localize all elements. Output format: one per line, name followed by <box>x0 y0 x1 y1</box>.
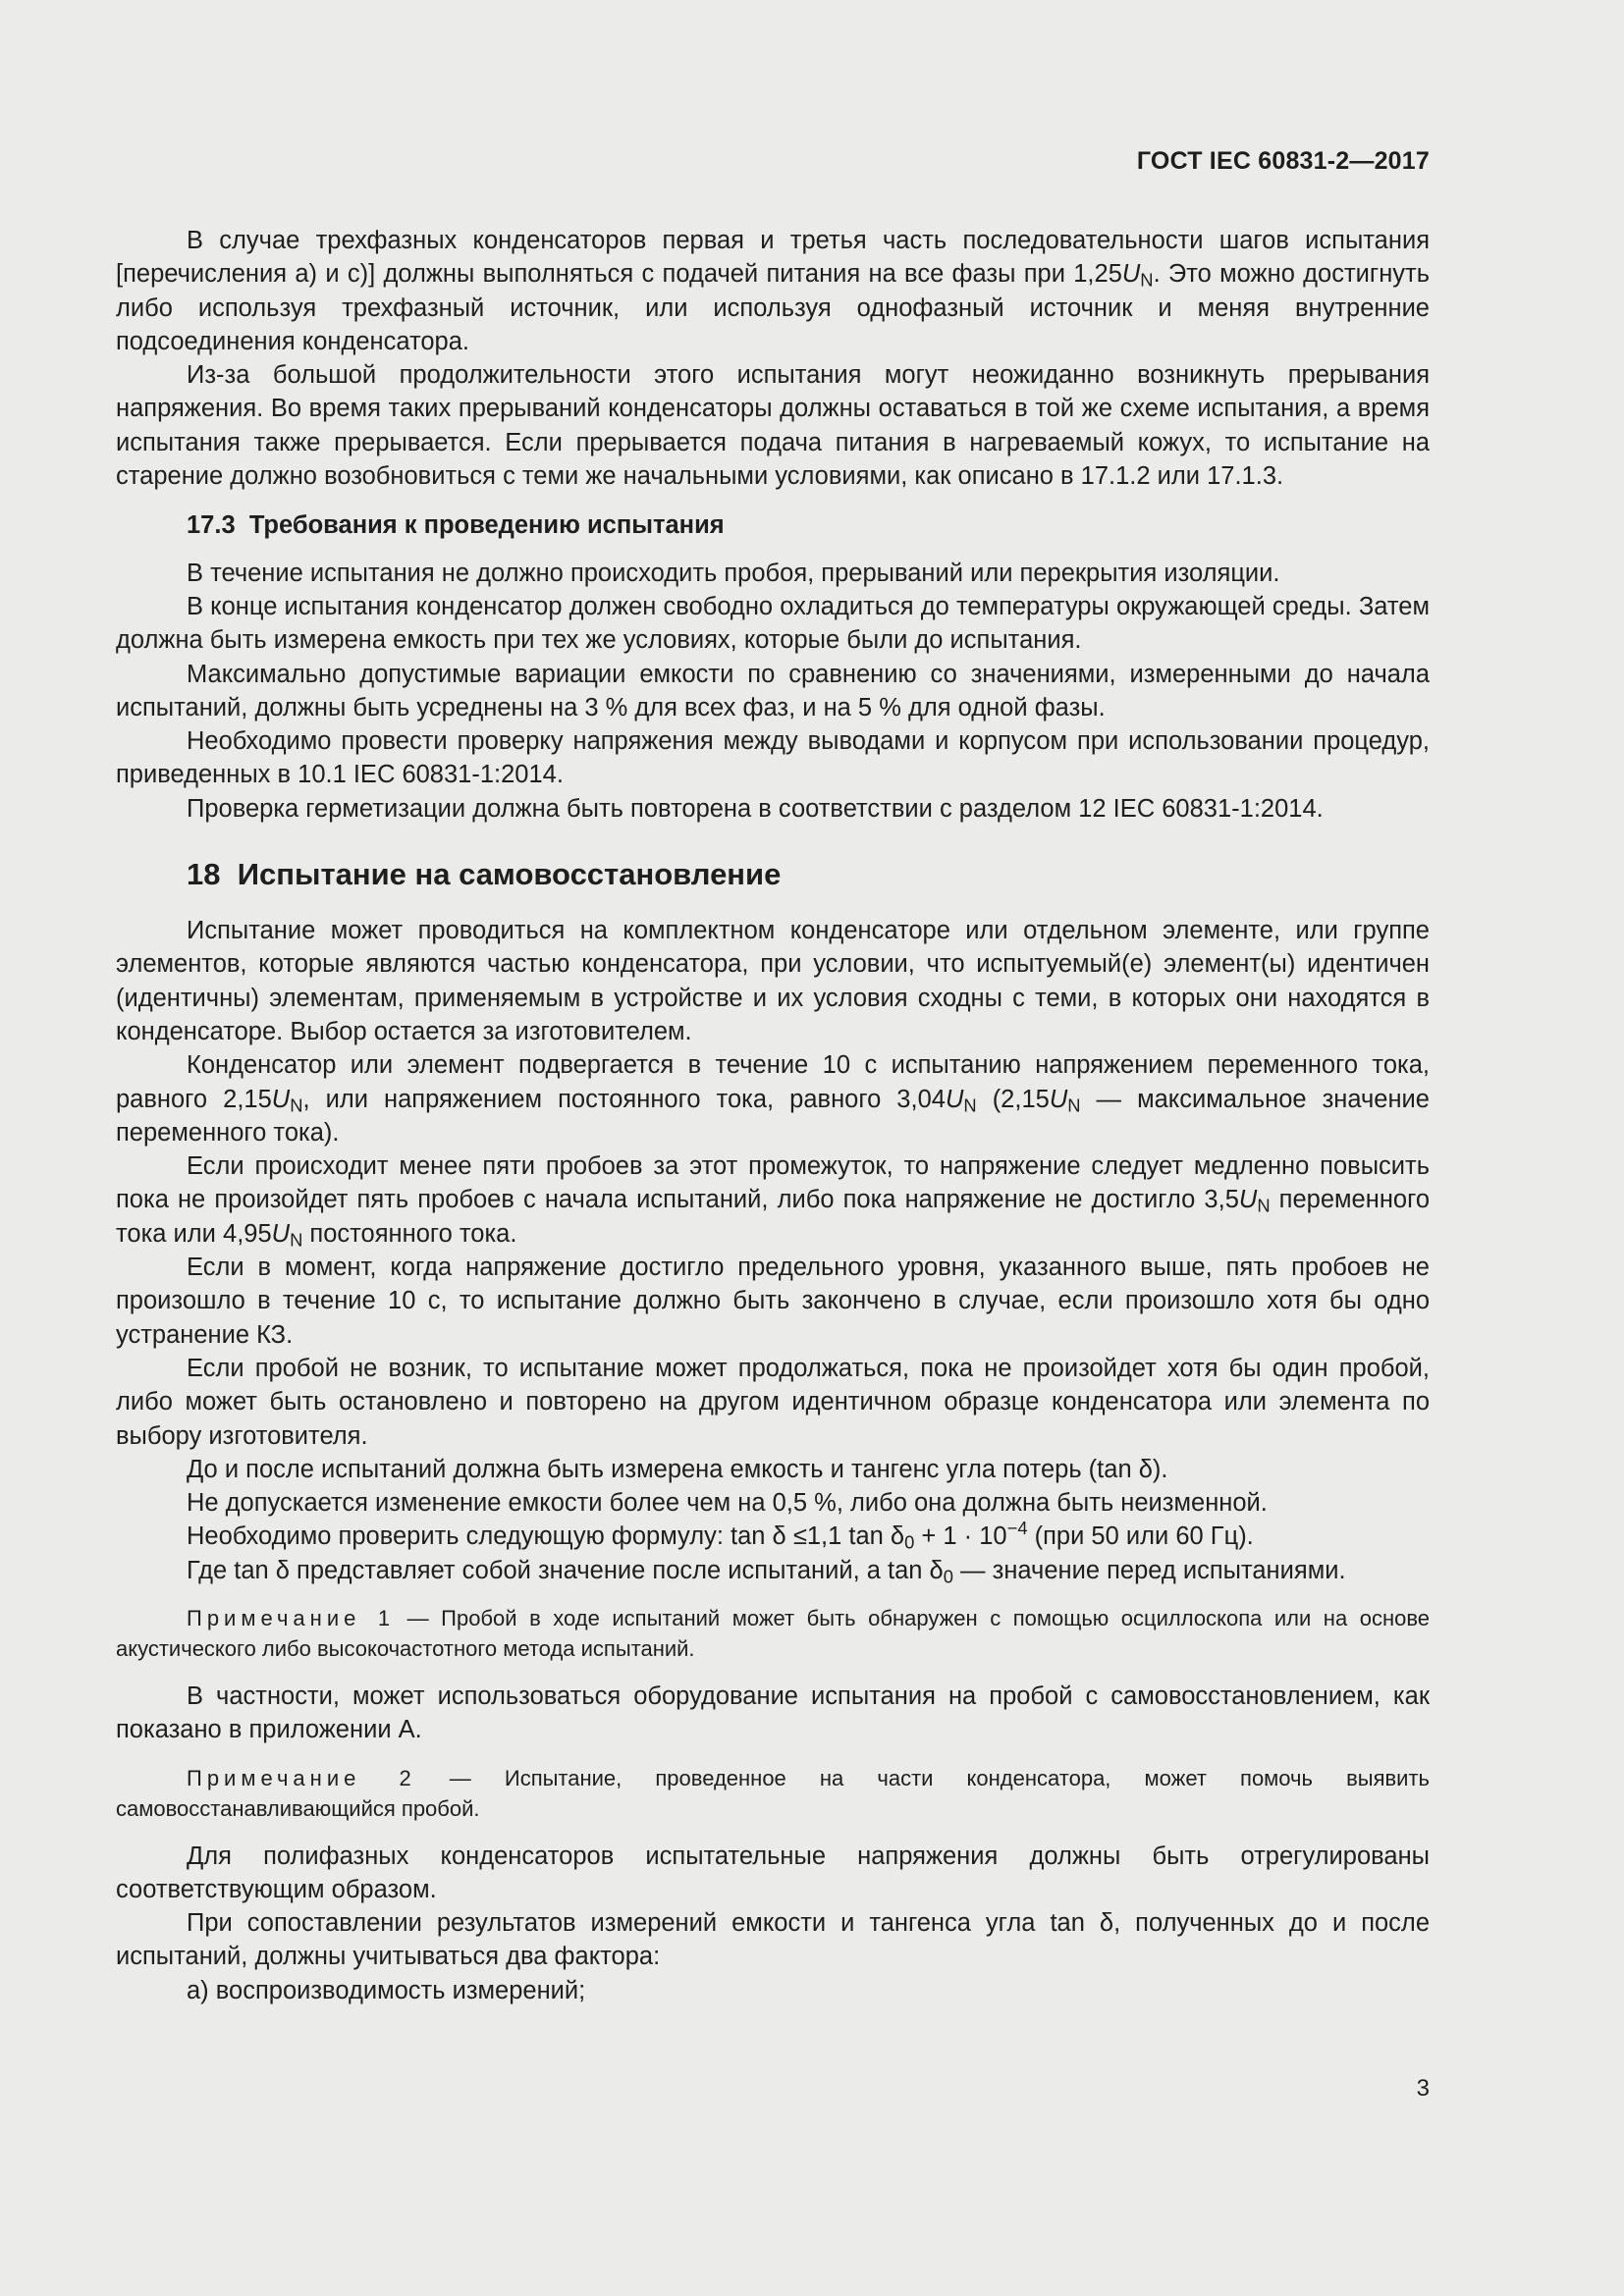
paragraph: Не допускается изменение емкости более чем на 0,5 %, либо она должна быть неизменной. <box>187 1489 1268 1518</box>
paragraph: Для полифазных конденсаторов испытательные напряжения должны быть отрегулированы соответствующим образом. <box>116 1842 1430 1903</box>
paragraph: Если пробой не возник, то испытание может продолжаться, пока не произойдет хотя бы один пробой, либо может быть остановлено и повторено на другом идентичном образце конденсатора или элемента по выбору изготовителя. <box>116 1354 1430 1450</box>
note-2: Примечание 2 — Испытание, проведенное на части конденсатора, может помочь выявить самовосстанавливающийся пробой. <box>116 1765 1431 1821</box>
paragraph: Если происходит менее пяти пробоев за этот промежуток, то напряжение следует медленно повысить пока не произойдет пять пробоев с начала испытаний, либо пока напряжение не достигло $3,5U_N$ переменного тока или $4,95U_N$ постоянного тока. <box>116 1152 1431 1251</box>
note-1: Примечание 1 — Пробой в ходе испытаний может быть обнаружен с помощью осциллоскопа или на основе акустического либо высокочастотного метода испытаний. <box>116 1605 1431 1661</box>
paragraph: Если в момент, когда напряжение достигло предельного уровня, указанного выше, пять пробоев не произошло в течение 10 с, то испытание должно быть закончено в случае, если произошло хотя бы одно устранение КЗ. <box>116 1254 1430 1349</box>
document-code-header: ГОСТ IEC 60831-2—2017 <box>1136 147 1430 175</box>
list-item: а) воспроизводимость измерений; <box>187 1976 586 2004</box>
formula-paragraph: Необходимо проверить следующую формулу: tan δ ≤1,1 $\tan \delta_0 + 1 \cdot 10^{-4}$ (при 50 или 60 Гц). <box>187 1518 1254 1553</box>
paragraph: Конденсатор или элемент подвергается в течение 10 с испытанию напряжением переменного тока, равного $2,15U_N$, или напряжением постоянного тока, равного $3,04U_N$ ($2,15U_N$ — максимальное значение переменного тока). <box>116 1051 1430 1147</box>
page-number: 3 <box>1416 2075 1430 2102</box>
paragraph: В случае трехфазных конденсаторов первая и третья часть последовательности шагов испытания [перечисления а) и с)] должны выполняться с подачей питания на все фазы при $1,25U_N$. Это можно достигнуть либо используя трехфазный источник, или используя однофазный источник и меняя внутренние подсоединения конденсатора. <box>116 227 1430 355</box>
document-body <box>116 224 1430 2007</box>
paragraph: В частности, может использоваться оборудование испытания на пробой с самовосстановлением, как показано в приложении А. <box>116 1682 1430 1744</box>
paragraph: Максимально допустимые вариации емкости по сравнению со значениями, измеренными до начала испытаний, должны быть усреднены на 3 % для всех фаз, и на 5 % для одной фазы. <box>116 660 1430 721</box>
paragraph: Испытание может проводиться на комплектном конденсаторе или отдельном элементе, или группе элементов, которые являются частью конденсатора, при условии, что испытуемый(е) элемент(ы) идентичен (идентичны) элементам, применяемым в устройстве и их условия сходны с теми, в которых они находятся в конденсаторе. Выбор остается за изготовителем. <box>116 917 1430 1045</box>
paragraph: В конце испытания конденсатор должен свободно охладиться до температуры окружающей среды. Затем должна быть измерена емкость при тех же условиях, которые были до испытания. <box>116 592 1430 655</box>
paragraph: Где tan δ представляет собой значение после испытаний, а $\tan \delta_0$ — значение перед испытаниями. <box>187 1556 1346 1587</box>
paragraph: До и после испытаний должна быть измерена емкость и тангенс угла потерь (tan δ). <box>187 1455 1168 1483</box>
paragraph: Необходимо провести проверку напряжения между выводами и корпусом при использовании процедур, приведенных в 10.1 IEC 60831-1:2014. <box>116 727 1430 789</box>
paragraph: Из-за большой продолжительности этого испытания могут неожиданно возникнуть прерывания напряжения. Во время таких прерываний конденсаторы должны оставаться в той же схеме испытания, а время испытания также прерывается. Если прерывается подача питания в нагреваемый кожух, то испытание на старение должно возобновиться с теми же начальными условиями, как описано в 17.1.2 или 17.1.3. <box>116 361 1430 491</box>
paragraph: В течение испытания не должно происходить пробоя, прерываний или перекрытия изоляции. <box>187 559 1280 587</box>
section-heading-17-3: 17.3 Требования к проведению испытания <box>187 511 725 540</box>
paragraph: Проверка герметизации должна быть повторена в соответствии с разделом 12 IEC 60831-1:2014. <box>187 794 1324 823</box>
section-heading-18: 18 Испытание на самовосстановление <box>187 857 782 892</box>
paragraph: При сопоставлении результатов измерений емкости и тангенса угла tan δ, полученных до и после испытаний, должны учитываться два фактора: <box>116 1909 1430 1971</box>
